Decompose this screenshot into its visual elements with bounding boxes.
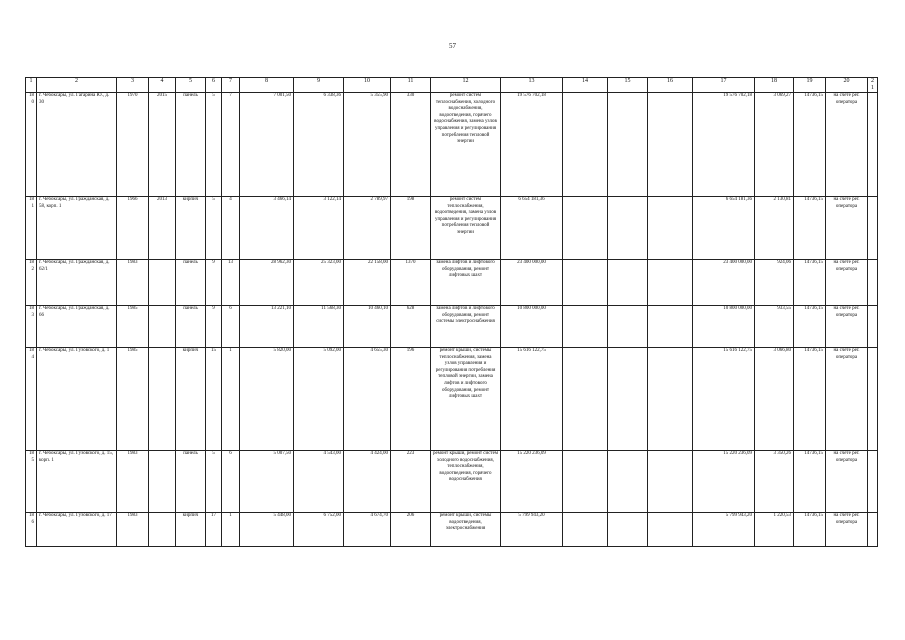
cell-works: ремонт систем теплоснабжения, водоотведения, замена узлов управления и регулирования потребления тепловой энергии — [431, 197, 501, 260]
cell-address: г. Чебоксары, ул. Гузовского, д. 15, корп. 1 — [37, 451, 117, 513]
column-number-cell: 1 — [26, 78, 37, 93]
cell-no: 185 — [26, 451, 37, 513]
cell-year-built: 1985 — [117, 306, 149, 348]
cell-c21 — [868, 197, 878, 260]
column-number-cell: 11 — [391, 78, 431, 93]
cell-area-living: 4 674,70 — [344, 513, 391, 547]
cell-address: г. Чебоксары, ул. Гузовского, д. 1 — [37, 348, 117, 451]
column-number-cell: 7 — [222, 78, 240, 93]
cell-c16 — [648, 93, 693, 197]
cell-area-living: 4 655,30 — [344, 348, 391, 451]
cell-works: ремонт крыши, системы водоотведения, электроснабжения — [431, 513, 501, 547]
cell-year-overhaul — [149, 306, 176, 348]
column-number-cell: 6 — [206, 78, 222, 93]
cell-limit-cost: 14736,15 — [794, 260, 826, 306]
cell-wall: панель — [176, 260, 206, 306]
cell-area-total: 5 820,00 — [240, 348, 294, 451]
cell-c17: 15 220 236,09 — [693, 451, 755, 513]
cell-c14 — [563, 513, 608, 547]
cell-entrances: 7 — [222, 93, 240, 197]
cell-method: на счете рег. оператора — [826, 348, 868, 451]
cell-year-overhaul — [149, 451, 176, 513]
column-number-cell: 5 — [176, 78, 206, 93]
cell-works: ремонт систем теплоснабжения, холодного водоснабжения, водоотведения, горячего водоснабжения, замена узлов управления и регулирования потребления тепловой энергии — [431, 93, 501, 197]
cell-year-built: 1970 — [117, 93, 149, 197]
cell-wall: панель — [176, 93, 206, 197]
column-number-cell: 4 — [149, 78, 176, 93]
cell-residents: 1370 — [391, 260, 431, 306]
cell-floors: 5 — [206, 197, 222, 260]
cell-area-living: 2 789,97 — [344, 197, 391, 260]
cell-year-overhaul — [149, 348, 176, 451]
cell-floors: 15 — [206, 348, 222, 451]
cell-residents: 330 — [391, 93, 431, 197]
cell-cost-total: 10 800 000,00 — [501, 306, 563, 348]
cell-area-total: 28 962,30 — [240, 260, 294, 306]
cell-c16 — [648, 513, 693, 547]
cell-no: 181 — [26, 197, 37, 260]
cell-entrances: 6 — [222, 451, 240, 513]
column-number-cell: 21 — [868, 78, 878, 93]
cell-c14 — [563, 348, 608, 451]
column-number-cell: 14 — [563, 78, 608, 93]
cell-c21 — [868, 306, 878, 348]
cell-year-overhaul — [149, 513, 176, 547]
cell-residents: 206 — [391, 513, 431, 547]
column-number-cell: 9 — [294, 78, 344, 93]
cell-floors: 5 — [206, 451, 222, 513]
cell-address: г. Чебоксары, ул. Гражданская, д. 62/1 — [37, 260, 117, 306]
column-number-cell: 3 — [117, 78, 149, 93]
cell-no: 182 — [26, 260, 37, 306]
cell-year-built: 1983 — [117, 513, 149, 547]
cell-c16 — [648, 451, 693, 513]
cell-unit-cost: 933,55 — [755, 306, 794, 348]
cell-wall: панель — [176, 451, 206, 513]
cell-c16 — [648, 197, 693, 260]
cell-area-premises: 5 092,00 — [294, 348, 344, 451]
cell-address: г. Чебоксары, ул. Гузовского, д. 17 — [37, 513, 117, 547]
table-body — [26, 78, 878, 547]
cell-area-premises: 3 122,14 — [294, 197, 344, 260]
cell-area-total: 3 466,14 — [240, 197, 294, 260]
cell-year-overhaul — [149, 260, 176, 306]
cell-unit-cost: 3 069,27 — [755, 93, 794, 197]
cell-method: на счете рег. оператора — [826, 306, 868, 348]
cell-c14 — [563, 306, 608, 348]
cell-area-premises: 11 568,30 — [294, 306, 344, 348]
cell-works: ремонт крыши, системы теплоснабжения, замена узлов управления и регулирования потребления тепловой энергии, замена лифтов и лифтового оборудования, ремонт лифтовых шахт — [431, 348, 501, 451]
column-number-cell: 2 — [37, 78, 117, 93]
cell-unit-cost: 1 220,53 — [755, 513, 794, 547]
cell-works: замена лифтов и лифтового оборудования, ремонт системы электроснабжения — [431, 306, 501, 348]
cell-method: на счете рег. оператора — [826, 513, 868, 547]
table-row — [26, 451, 878, 513]
cell-no: 180 — [26, 93, 37, 197]
cell-entrances: 1 — [222, 513, 240, 547]
table-row — [26, 93, 878, 197]
cell-area-total: 7 001,50 — [240, 93, 294, 197]
cell-c15 — [608, 197, 648, 260]
cell-c15 — [608, 513, 648, 547]
table-row — [26, 348, 878, 451]
cell-c21 — [868, 513, 878, 547]
cell-year-built: 1983 — [117, 260, 149, 306]
cell-method: на счете рег. оператора — [826, 197, 868, 260]
column-number-cell: 15 — [608, 78, 648, 93]
cell-area-living: 5 355,90 — [344, 93, 391, 197]
cell-wall: панель — [176, 306, 206, 348]
cell-limit-cost: 14736,15 — [794, 197, 826, 260]
cell-wall: кирпич — [176, 513, 206, 547]
cell-floors: 9 — [206, 306, 222, 348]
column-number-cell: 20 — [826, 78, 868, 93]
cell-limit-cost: 14736,15 — [794, 451, 826, 513]
cell-no: 184 — [26, 348, 37, 451]
column-number-cell: 10 — [344, 78, 391, 93]
cell-c17: 6 654 181,36 — [693, 197, 755, 260]
cell-works: ремонт крыши, ремонт систем холодного водоснабжения, теплоснабжения, водоотведения, горячего водоснабжения — [431, 451, 501, 513]
cell-residents: 628 — [391, 306, 431, 348]
cell-c17: 19 576 702,18 — [693, 93, 755, 197]
cell-wall: кирпич — [176, 197, 206, 260]
cell-c17: 10 800 000,00 — [693, 306, 755, 348]
cell-limit-cost: 14736,15 — [794, 306, 826, 348]
cell-limit-cost: 14736,15 — [794, 93, 826, 197]
cell-floors: 17 — [206, 513, 222, 547]
cell-c16 — [648, 348, 693, 451]
cell-floors: 5 — [206, 93, 222, 197]
cell-method: на счете рег. оператора — [826, 260, 868, 306]
cell-area-living: 22 158,00 — [344, 260, 391, 306]
cell-residents: 223 — [391, 451, 431, 513]
cell-c17: 23 400 000,00 — [693, 260, 755, 306]
cell-c16 — [648, 260, 693, 306]
column-number-cell: 13 — [501, 78, 563, 93]
cell-area-premises: 6 752,00 — [294, 513, 344, 547]
cell-method: на счете рег. оператора — [826, 451, 868, 513]
cell-c14 — [563, 197, 608, 260]
cell-unit-cost: 3 350,26 — [755, 451, 794, 513]
cell-address: г. Чебоксары, ул. Гагарина Ю., д. 30 — [37, 93, 117, 197]
cell-method: на счете рег. оператора — [826, 93, 868, 197]
cell-c15 — [608, 348, 648, 451]
cell-residents: 198 — [391, 197, 431, 260]
cell-c21 — [868, 348, 878, 451]
cell-address: г. Чебоксары, ул. Гражданская, д. 66 — [37, 306, 117, 348]
cell-area-premises: 25 323,00 — [294, 260, 344, 306]
cell-year-built: 1983 — [117, 451, 149, 513]
overhaul-register-table — [25, 77, 878, 547]
cell-limit-cost: 14736,15 — [794, 348, 826, 451]
column-number-cell: 12 — [431, 78, 501, 93]
cell-c14 — [563, 260, 608, 306]
cell-cost-total: 19 576 702,18 — [501, 93, 563, 197]
table-row — [26, 260, 878, 306]
cell-area-premises: 6 338,36 — [294, 93, 344, 197]
cell-year-built: 1985 — [117, 348, 149, 451]
cell-c14 — [563, 451, 608, 513]
column-number-row — [26, 78, 878, 93]
cell-cost-total: 5 799 943,20 — [501, 513, 563, 547]
cell-area-premises: 4 543,00 — [294, 451, 344, 513]
cell-c15 — [608, 306, 648, 348]
cell-cost-total: 23 400 000,00 — [501, 260, 563, 306]
cell-area-total: 5 007,50 — [240, 451, 294, 513]
cell-unit-cost: 924,06 — [755, 260, 794, 306]
cell-unit-cost: 2 130,81 — [755, 197, 794, 260]
cell-year-overhaul: 2015 — [149, 93, 176, 197]
cell-c16 — [648, 306, 693, 348]
column-number-cell: 8 — [240, 78, 294, 93]
cell-entrances: 6 — [222, 306, 240, 348]
cell-area-living: 4 424,00 — [344, 451, 391, 513]
cell-cost-total: 15 220 236,09 — [501, 451, 563, 513]
cell-c21 — [868, 93, 878, 197]
cell-c14 — [563, 93, 608, 197]
cell-floors: 9 — [206, 260, 222, 306]
cell-entrances: 13 — [222, 260, 240, 306]
cell-cost-total: 15 616 122,75 — [501, 348, 563, 451]
cell-year-overhaul: 2013 — [149, 197, 176, 260]
cell-cost-total: 6 654 181,36 — [501, 197, 563, 260]
cell-area-total: 5 448,00 — [240, 513, 294, 547]
column-number-cell: 19 — [794, 78, 826, 93]
cell-c21 — [868, 451, 878, 513]
cell-area-total: 13 221,10 — [240, 306, 294, 348]
cell-c17: 15 616 122,75 — [693, 348, 755, 451]
cell-no: 186 — [26, 513, 37, 547]
cell-c15 — [608, 93, 648, 197]
cell-limit-cost: 14736,15 — [794, 513, 826, 547]
cell-c15 — [608, 260, 648, 306]
table-row — [26, 513, 878, 547]
cell-no: 183 — [26, 306, 37, 348]
cell-unit-cost: 3 066,80 — [755, 348, 794, 451]
table-row — [26, 306, 878, 348]
cell-works: замена лифтов и лифтового оборудования, ремонт лифтовых шахт — [431, 260, 501, 306]
column-number-cell: 16 — [648, 78, 693, 93]
page-number: 57 — [449, 42, 456, 50]
cell-residents: 196 — [391, 348, 431, 451]
cell-wall: кирпич — [176, 348, 206, 451]
cell-year-built: 1966 — [117, 197, 149, 260]
cell-c21 — [868, 260, 878, 306]
cell-c15 — [608, 451, 648, 513]
column-number-cell: 17 — [693, 78, 755, 93]
cell-entrances: 4 — [222, 197, 240, 260]
cell-area-living: 10 460,10 — [344, 306, 391, 348]
cell-address: г. Чебоксары, ул. Гражданская, д. 58, корп. 1 — [37, 197, 117, 260]
table-row — [26, 197, 878, 260]
cell-entrances: 1 — [222, 348, 240, 451]
column-number-cell: 18 — [755, 78, 794, 93]
cell-c17: 5 799 943,20 — [693, 513, 755, 547]
